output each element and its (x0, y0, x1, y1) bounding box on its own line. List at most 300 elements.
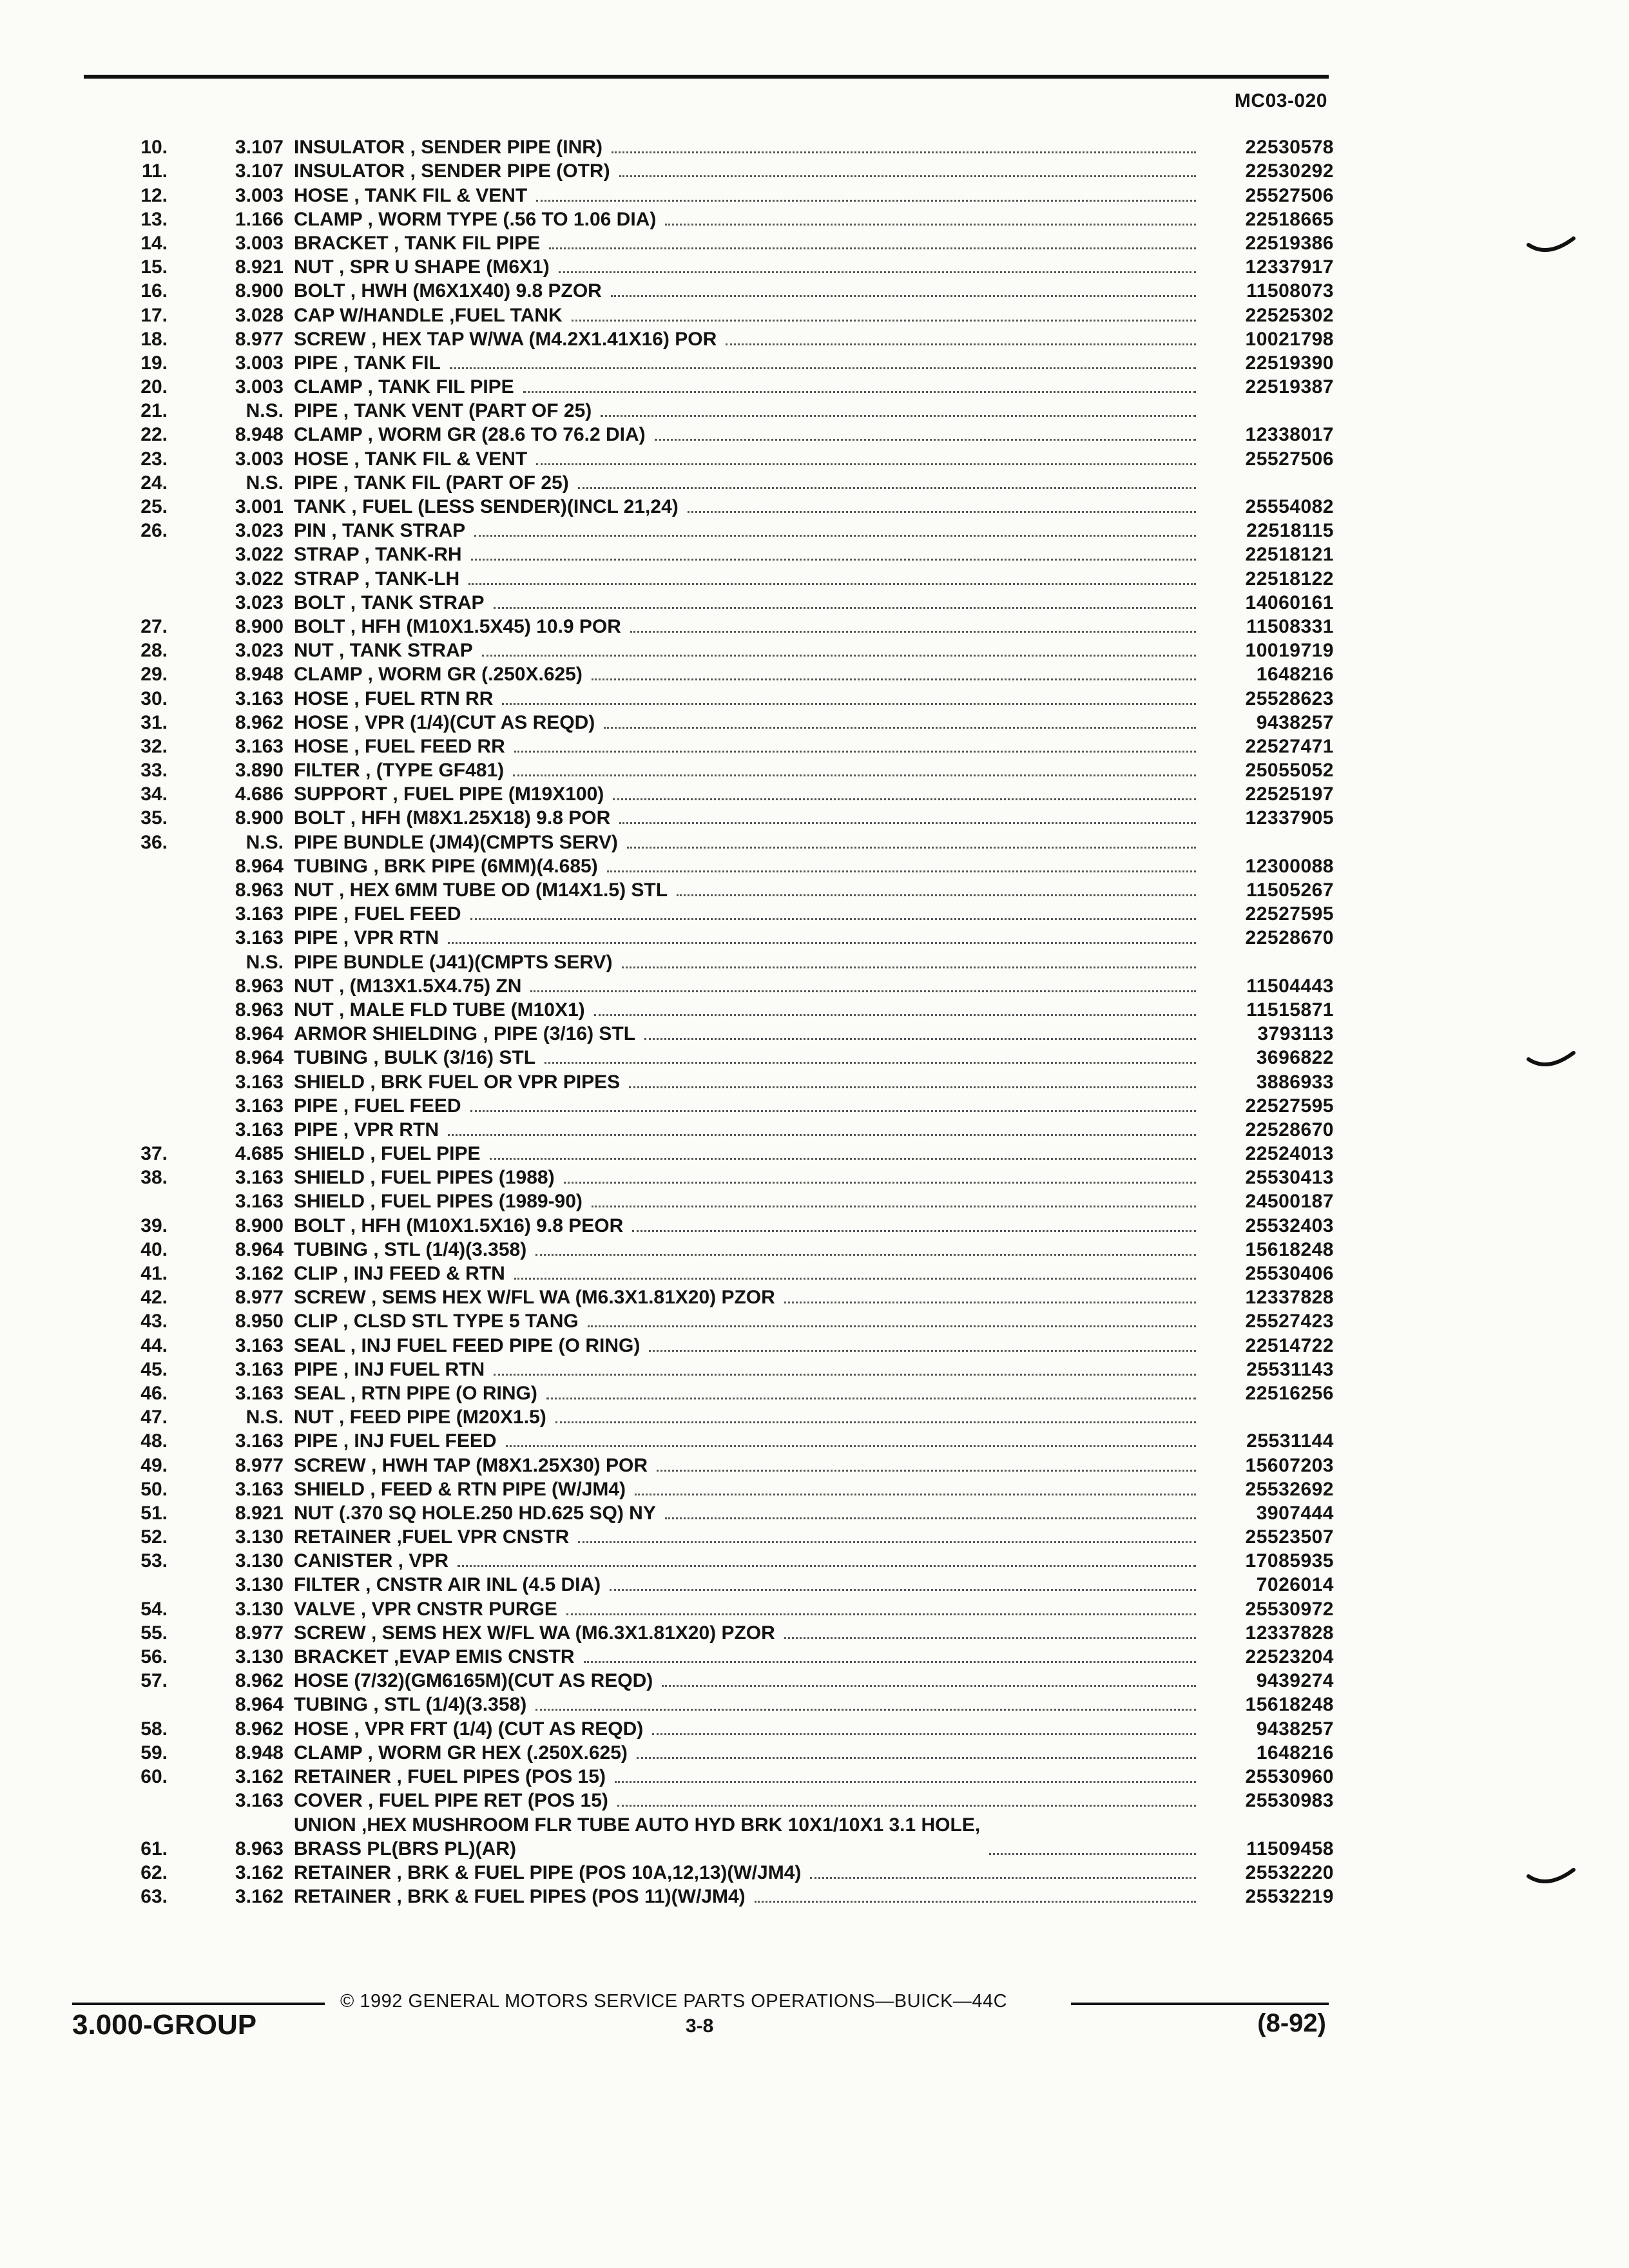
part-description: PIPE BUNDLE (J41)(CMPTS SERV) (294, 951, 613, 973)
description-cell (294, 303, 1205, 327)
part-number: 15618248 (1245, 1694, 1334, 1716)
parts-row (97, 183, 1334, 207)
description-cell (294, 711, 1205, 735)
part-description: HOSE , FUEL RTN RR (294, 687, 494, 709)
dot-leader (470, 1110, 1197, 1112)
part-description: PIPE , INJ FUEL RTN (294, 1358, 485, 1380)
part-description: SHIELD , FUEL PIPE (294, 1143, 481, 1165)
item-number: 35. (140, 807, 168, 829)
item-number: 27. (140, 615, 168, 637)
part-description: NUT , FEED PIPE (M20X1.5) (294, 1407, 546, 1428)
item-number: 12. (140, 184, 168, 206)
parts-row (97, 399, 1334, 423)
part-number: 3696822 (1256, 1047, 1334, 1069)
part-number: 25055052 (1245, 760, 1334, 782)
parts-row (97, 1070, 1334, 1093)
group-number: 8.900 (235, 1215, 284, 1236)
group-number: 3.130 (235, 1550, 284, 1572)
parts-row (97, 1213, 1334, 1237)
description-cell (294, 687, 1205, 711)
description-cell (294, 1621, 1205, 1645)
description-cell (294, 1189, 1205, 1213)
item-number: 55. (140, 1622, 168, 1644)
part-number: 7026014 (1256, 1574, 1334, 1596)
parts-row (97, 566, 1334, 590)
part-number: 15607203 (1245, 1454, 1334, 1476)
dot-leader (637, 1757, 1196, 1759)
group-number: 8.948 (235, 664, 284, 686)
dot-leader (535, 1709, 1196, 1711)
part-number: 11509458 (1246, 1838, 1334, 1860)
parts-row (97, 1094, 1334, 1118)
dot-leader (617, 1805, 1196, 1807)
group-number: 3.003 (235, 352, 284, 374)
description-cell (294, 1094, 1205, 1118)
item-number: 22. (140, 424, 168, 446)
part-description: STRAP , TANK-RH (294, 544, 462, 566)
dot-leader (502, 703, 1196, 705)
group-number: 3.163 (235, 1358, 284, 1380)
dot-leader (559, 271, 1196, 273)
description-cell (294, 1717, 1205, 1741)
description-cell (294, 1741, 1205, 1765)
dot-leader (688, 511, 1196, 513)
dot-leader (448, 942, 1196, 944)
part-number: 25532219 (1245, 1885, 1334, 1907)
group-number: 3.163 (235, 1095, 284, 1117)
group-number: 3.162 (235, 1861, 284, 1883)
part-description: NUT , SPR U SHAPE (M6X1) (294, 256, 550, 278)
part-description: BOLT , HWH (M6X1X40) 9.8 PZOR (294, 280, 602, 302)
part-description: INSULATOR , SENDER PIPE (OTR) (294, 160, 610, 182)
description-cell (294, 543, 1205, 566)
description-cell (294, 1693, 1205, 1716)
group-number: 3.162 (235, 1263, 284, 1284)
part-number: 3793113 (1257, 1023, 1334, 1045)
part-description: CLAMP , WORM GR (.250X.625) (294, 664, 583, 686)
description-cell (294, 1669, 1205, 1693)
description-cell (294, 1118, 1205, 1142)
parts-row (97, 1501, 1334, 1525)
group-number: 3.130 (235, 1574, 284, 1596)
part-description: SCREW , SEMS HEX W/FL WA (M6.3X1.81X20) PZOR (294, 1287, 775, 1309)
parts-row (97, 495, 1334, 519)
dot-leader (594, 1014, 1196, 1016)
part-number: 1648216 (1256, 664, 1334, 686)
parts-row (97, 207, 1334, 231)
dot-leader (665, 1517, 1196, 1519)
dot-leader (662, 1685, 1196, 1687)
dot-leader (627, 847, 1196, 849)
parts-row (97, 1118, 1334, 1142)
description-cell (294, 159, 1205, 183)
part-description: SEAL , INJ FUEL FEED PIPE (O RING) (294, 1334, 641, 1356)
description-cell (294, 878, 1205, 902)
group-number: 3.162 (235, 1885, 284, 1907)
dot-leader (657, 1470, 1196, 1472)
dot-leader (619, 175, 1196, 177)
group-number: 3.023 (235, 520, 284, 542)
parts-row (97, 255, 1334, 279)
dot-leader (611, 295, 1196, 297)
item-number: 58. (140, 1718, 168, 1740)
group-number: 3.023 (235, 640, 284, 662)
dot-leader (632, 1230, 1196, 1232)
parts-row (97, 375, 1334, 399)
description-cell (294, 806, 1205, 830)
parts-row (97, 231, 1334, 255)
part-number: 10021798 (1245, 328, 1334, 350)
dot-leader (555, 1421, 1196, 1423)
part-description: RETAINER , FUEL PIPES (POS 15) (294, 1765, 606, 1787)
dot-leader (619, 822, 1196, 824)
part-number: 12337828 (1245, 1622, 1334, 1644)
item-number: 10. (140, 137, 168, 159)
description-cell (294, 1285, 1205, 1309)
part-description: PIPE , VPR RTN (294, 1119, 439, 1140)
group-number: 3.022 (235, 568, 284, 590)
part-number: 25532403 (1245, 1215, 1334, 1236)
part-number: 25528623 (1245, 687, 1334, 709)
group-number: N.S. (246, 951, 284, 973)
item-number: 23. (140, 448, 168, 470)
dot-leader (630, 631, 1196, 633)
part-number: 12300088 (1245, 855, 1334, 877)
part-number: 22528670 (1245, 927, 1334, 949)
dot-leader (592, 678, 1196, 680)
description-cell (294, 423, 1205, 447)
group-number: 3.163 (235, 1478, 284, 1500)
group-number: 3.003 (235, 376, 284, 398)
part-description: TUBING , BRK PIPE (6MM)(4.685) (294, 855, 598, 877)
item-number: 48. (140, 1430, 168, 1452)
part-number: 9438257 (1256, 711, 1334, 733)
part-number: 25530960 (1245, 1765, 1334, 1787)
group-number: 3.163 (235, 1071, 284, 1093)
parts-row (97, 351, 1334, 375)
part-number: 25532220 (1245, 1861, 1334, 1883)
part-number: 22518665 (1245, 208, 1334, 230)
description-cell (294, 1645, 1205, 1669)
item-number: 60. (140, 1765, 168, 1787)
description-cell (294, 735, 1205, 758)
group-number: 8.977 (235, 328, 284, 350)
description-cell (294, 615, 1205, 639)
group-number: N.S. (246, 1407, 284, 1428)
dot-leader (635, 1494, 1196, 1495)
part-description: HOSE , TANK FIL & VENT (294, 184, 528, 206)
item-number: 13. (140, 208, 168, 230)
group-number: 3.107 (235, 160, 284, 182)
item-number: 17. (140, 304, 168, 326)
part-description: COVER , FUEL PIPE RET (POS 15) (294, 1790, 608, 1812)
group-number: 8.962 (235, 1718, 284, 1740)
description-cell (294, 831, 1205, 854)
part-number: 11508073 (1246, 280, 1334, 302)
group-number: 8.900 (235, 807, 284, 829)
parts-row (97, 639, 1334, 662)
parts-row (97, 159, 1334, 183)
item-number: 26. (140, 520, 168, 542)
group-number: 3.023 (235, 591, 284, 613)
item-number: 49. (140, 1454, 168, 1476)
dot-leader (471, 559, 1196, 561)
parts-row (97, 1621, 1334, 1645)
part-description: HOSE (7/32)(GM6165M)(CUT AS REQD) (294, 1670, 653, 1692)
description-cell (294, 1525, 1205, 1549)
dot-leader (655, 439, 1196, 441)
parts-row (97, 1022, 1334, 1046)
part-number: 25527423 (1245, 1311, 1334, 1332)
part-description: HOSE , VPR (1/4)(CUT AS REQD) (294, 711, 595, 733)
item-number: 25. (140, 496, 168, 517)
part-number: 3907444 (1256, 1502, 1334, 1524)
part-number: 25527506 (1245, 184, 1334, 206)
description-cell (294, 567, 1205, 591)
item-number: 11. (141, 160, 168, 182)
group-number: 8.964 (235, 1238, 284, 1260)
part-description: SHIELD , FEED & RTN PIPE (W/JM4) (294, 1478, 626, 1500)
binder-mark-top (1526, 236, 1577, 259)
part-number: 22518121 (1245, 544, 1334, 566)
binder-mark-bottom (1526, 1867, 1577, 1890)
group-number: 8.962 (235, 1670, 284, 1692)
parts-row (97, 1716, 1334, 1740)
dot-leader (607, 870, 1196, 872)
dot-leader (458, 1565, 1196, 1567)
part-description: UNION ,HEX MUSHROOM FLR TUBE AUTO HYD BRK 10X1/10X1 3.1 HOLE, BRASS PL(BRS PL)(AR) (294, 1814, 981, 1860)
item-number: 31. (140, 711, 168, 733)
dot-leader (615, 1781, 1196, 1783)
part-number: 25530972 (1245, 1598, 1334, 1620)
item-number: 28. (140, 640, 168, 662)
part-description: PIPE , VPR RTN (294, 927, 439, 949)
group-number: 3.130 (235, 1598, 284, 1620)
dot-leader (584, 1661, 1196, 1663)
description-cell (294, 1405, 1205, 1429)
description-cell (294, 184, 1205, 207)
item-number: 36. (140, 831, 168, 853)
group-number: 3.003 (235, 448, 284, 470)
parts-row (97, 1429, 1334, 1453)
description-cell (294, 1477, 1205, 1501)
description-cell (294, 782, 1205, 806)
description-cell (294, 1789, 1205, 1812)
part-description: TUBING , STL (1/4)(3.358) (294, 1238, 527, 1260)
description-cell (294, 639, 1205, 662)
item-number: 45. (140, 1358, 168, 1380)
group-number: 3.163 (235, 1334, 284, 1356)
parts-list (97, 135, 1334, 1908)
parts-row (97, 1262, 1334, 1285)
part-description: SHIELD , BRK FUEL OR VPR PIPES (294, 1071, 621, 1093)
item-number: 46. (140, 1382, 168, 1404)
dot-leader (613, 798, 1196, 800)
description-cell (294, 1070, 1205, 1094)
group-number: 1.166 (235, 208, 284, 230)
part-description: NUT , (M13X1.5X4.75) ZN (294, 975, 522, 997)
dot-leader (989, 1853, 1196, 1855)
dot-leader (755, 1901, 1196, 1903)
part-number: 22525302 (1245, 304, 1334, 326)
item-number: 57. (140, 1670, 168, 1692)
page-number: 3-8 (686, 2015, 714, 2037)
part-number: 12338017 (1245, 424, 1334, 446)
description-cell (294, 135, 1205, 159)
part-number: 10019719 (1245, 640, 1334, 662)
parts-row (97, 1142, 1334, 1166)
description-cell (294, 1334, 1205, 1358)
part-number: 3886933 (1256, 1071, 1334, 1093)
group-number: 3.163 (235, 1191, 284, 1213)
dot-leader (545, 1062, 1196, 1064)
group-number: 8.963 (235, 999, 284, 1021)
item-number: 47. (140, 1407, 168, 1428)
description-cell (294, 1861, 1205, 1885)
group-number: 8.948 (235, 1742, 284, 1763)
part-description: HOSE , TANK FIL & VENT (294, 448, 528, 470)
part-description: CLAMP , WORM GR (28.6 TO 76.2 DIA) (294, 424, 646, 446)
group-number: 8.964 (235, 855, 284, 877)
group-number: 4.685 (235, 1143, 284, 1165)
part-description: BOLT , TANK STRAP (294, 591, 485, 613)
parts-row (97, 1861, 1334, 1885)
part-description: RETAINER , BRK & FUEL PIPES (POS 11)(W/JM4) (294, 1885, 746, 1907)
part-description: STRAP , TANK-LH (294, 568, 460, 590)
item-number: 32. (140, 735, 168, 757)
part-description: FILTER , CNSTR AIR INL (4.5 DIA) (294, 1574, 601, 1596)
footer-rule-left (72, 2003, 325, 2005)
part-number: 25527506 (1245, 448, 1334, 470)
item-number: 30. (140, 687, 168, 709)
description-cell (294, 1309, 1205, 1333)
part-description: TANK , FUEL (LESS SENDER)(INCL 21,24) (294, 496, 679, 517)
parts-row (97, 1573, 1334, 1597)
description-cell (294, 231, 1205, 255)
group-number: 8.962 (235, 711, 284, 733)
part-number: 11504443 (1246, 975, 1334, 997)
footer-rule-right (1071, 2003, 1329, 2005)
part-number: 22516256 (1245, 1382, 1334, 1404)
part-number: 22524013 (1245, 1143, 1334, 1165)
group-number: 3.163 (235, 1167, 284, 1189)
parts-row (97, 902, 1334, 926)
group-number: N.S. (246, 472, 284, 494)
part-description: CLIP , INJ FEED & RTN (294, 1263, 505, 1284)
parts-row (97, 950, 1334, 974)
dot-leader (810, 1877, 1196, 1879)
dot-leader (578, 487, 1196, 489)
description-cell (294, 1022, 1205, 1046)
parts-row (97, 471, 1334, 495)
description-cell (294, 351, 1205, 375)
part-number: 22519386 (1245, 232, 1334, 254)
group-number: 3.163 (235, 927, 284, 949)
part-number: 25523507 (1245, 1526, 1334, 1548)
part-description: RETAINER ,FUEL VPR CNSTR (294, 1526, 570, 1548)
item-number: 53. (140, 1550, 168, 1572)
item-number: 39. (140, 1215, 168, 1236)
parts-row (97, 1645, 1334, 1669)
group-number: 3.162 (235, 1765, 284, 1787)
description-cell (294, 519, 1205, 543)
parts-row (97, 135, 1334, 159)
description-cell (294, 1454, 1205, 1477)
part-description: BOLT , HFH (M8X1.25X18) 9.8 POR (294, 807, 611, 829)
description-cell (294, 1238, 1205, 1262)
dot-leader (644, 1038, 1196, 1040)
parts-row (97, 1453, 1334, 1477)
group-number: N.S. (246, 831, 284, 853)
part-description: PIPE , FUEL FEED (294, 1095, 461, 1117)
dot-leader (470, 918, 1197, 920)
part-number: 22527471 (1245, 735, 1334, 757)
group-number: 3.022 (235, 544, 284, 566)
part-number: 17085935 (1245, 1550, 1334, 1572)
description-cell (294, 447, 1205, 471)
part-number: 9438257 (1256, 1718, 1334, 1740)
part-description: CANISTER , VPR (294, 1550, 449, 1572)
group-number: 8.964 (235, 1023, 284, 1045)
part-description: SCREW , SEMS HEX W/FL WA (M6.3X1.81X20) PZOR (294, 1622, 775, 1644)
part-description: CLAMP , TANK FIL PIPE (294, 376, 514, 398)
item-number: 14. (140, 232, 168, 254)
dot-leader (535, 1254, 1196, 1256)
part-description: RETAINER , BRK & FUEL PIPE (POS 10A,12,13)(W/JM4) (294, 1861, 802, 1883)
item-number: 29. (140, 664, 168, 686)
dot-leader (784, 1637, 1196, 1639)
part-number: 22518115 (1246, 520, 1334, 542)
dot-leader (494, 1374, 1196, 1376)
parts-row (97, 1381, 1334, 1405)
parts-row (97, 1549, 1334, 1573)
item-number: 21. (140, 400, 168, 422)
dot-leader (588, 1325, 1196, 1327)
group-number: 3.163 (235, 687, 284, 709)
parts-row (97, 303, 1334, 327)
item-number: 18. (140, 328, 168, 350)
part-number: 12337917 (1245, 256, 1334, 278)
group-number: 3.163 (235, 1382, 284, 1404)
group-number: 3.163 (235, 1430, 284, 1452)
part-description: HOSE , VPR FRT (1/4) (CUT AS REQD) (294, 1718, 644, 1740)
parts-row (97, 1405, 1334, 1429)
item-number: 59. (140, 1742, 168, 1763)
item-number: 40. (140, 1238, 168, 1260)
group-number: 8.921 (235, 1502, 284, 1524)
part-description: INSULATOR , SENDER PIPE (INR) (294, 137, 602, 159)
dot-leader (530, 990, 1196, 992)
part-description: NUT , HEX 6MM TUBE OD (M14X1.5) STL (294, 879, 668, 901)
item-number: 38. (140, 1167, 168, 1189)
part-number: 25554082 (1245, 496, 1334, 517)
part-number: 22519390 (1245, 352, 1334, 374)
item-number: 37. (140, 1143, 168, 1165)
part-description: BOLT , HFH (M10X1.5X45) 10.9 POR (294, 615, 621, 637)
item-number: 63. (140, 1885, 168, 1907)
dot-leader (610, 1589, 1196, 1591)
dot-leader (474, 535, 1196, 537)
group-number: 3.163 (235, 903, 284, 925)
part-number: 25531143 (1246, 1358, 1334, 1380)
part-description: ARMOR SHIELDING , PIPE (3/16) STL (294, 1023, 636, 1045)
item-number: 41. (140, 1263, 168, 1284)
dot-leader (652, 1733, 1196, 1735)
dot-leader (578, 1541, 1196, 1543)
dot-leader (523, 391, 1196, 393)
description-cell (294, 471, 1205, 495)
description-cell (294, 591, 1205, 615)
